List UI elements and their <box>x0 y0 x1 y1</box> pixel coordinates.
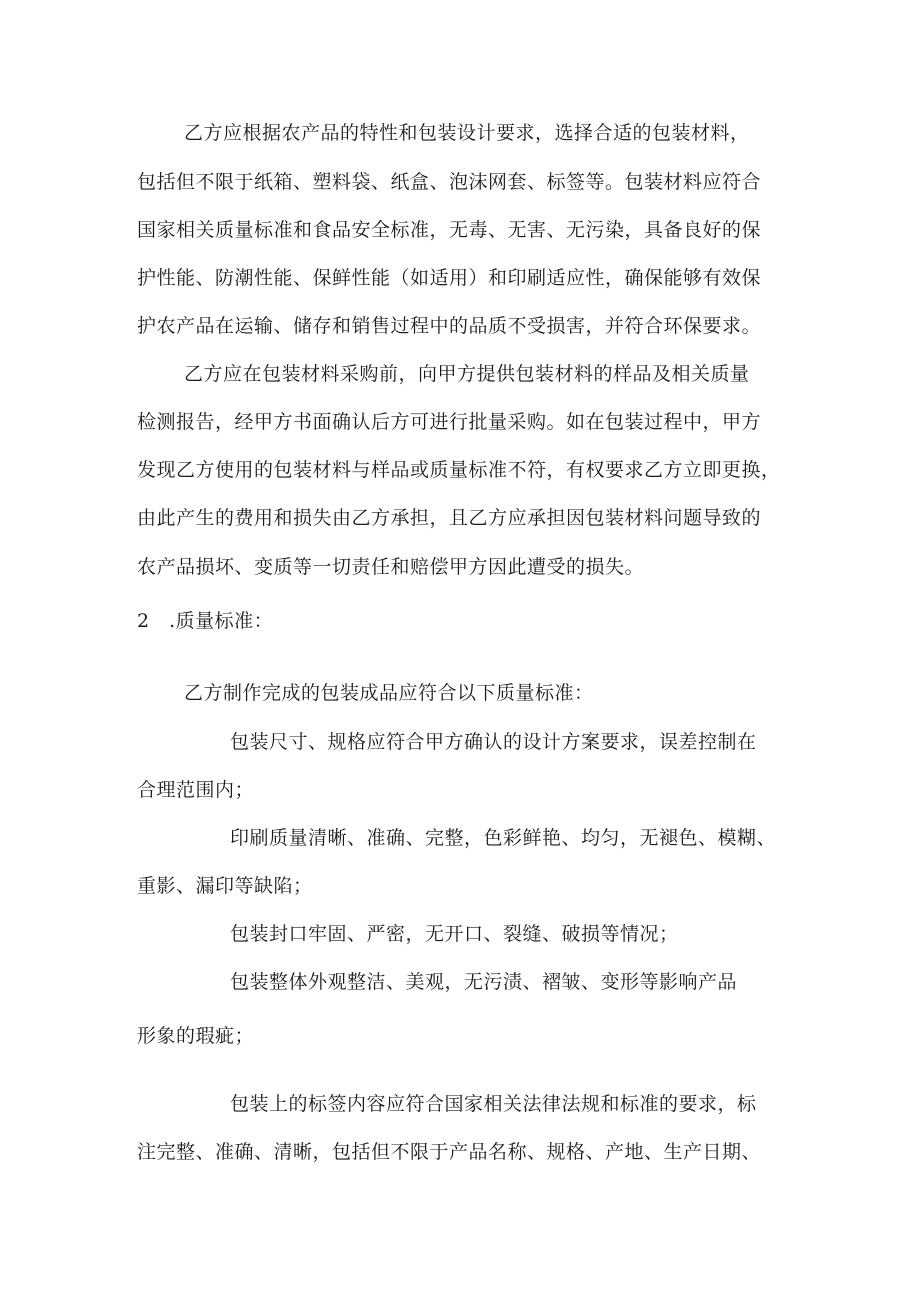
list-item-line: 包装上的标签内容应符合国家相关法律法规和标准的要求，标 <box>230 1093 757 1115</box>
list-item-line: 包装封口牢固、严密，无开口、裂缝、破损等情况； <box>230 923 679 945</box>
list-item-line: 形象的瑕疵； <box>137 1025 255 1047</box>
paragraph-line: 发现乙方使用的包装材料与样品或质量标准不符，有权要求乙方立即更换， <box>137 459 781 481</box>
list-item-line: 包装整体外观整洁、美观，无污渍、褶皱、变形等影响产品 <box>230 971 738 993</box>
paragraph-line: 护农产品在运输、储存和销售过程中的品质不受损害，并符合环保要求。 <box>137 315 762 337</box>
paragraph-line: 乙方应在包装材料采购前，向甲方提供包装材料的样品及相关质量 <box>184 363 750 385</box>
section-heading: 2 .质量标准： <box>137 610 274 632</box>
paragraph-line: 包括但不限于纸箱、塑料袋、纸盒、泡沫网套、标签等。包装材料应符合 <box>137 171 762 193</box>
list-item-line: 合理范围内； <box>137 779 255 801</box>
paragraph-line: 农产品损坏、变质等一切责任和赔偿甲方因此遭受的损失。 <box>137 556 645 578</box>
paragraph-line: 由此产生的费用和损失由乙方承担，且乙方应承担因包装材料问题导致的 <box>137 507 762 529</box>
list-item-line: 印刷质量清晰、准确、完整，色彩鲜艳、均匀，无褪色、模糊、 <box>230 827 777 849</box>
list-item-line: 重影、漏印等缺陷； <box>137 875 313 897</box>
paragraph-line: 乙方应根据农产品的特性和包装设计要求，选择合适的包装材料， <box>184 122 750 144</box>
list-item-line: 包装尺寸、规格应符合甲方确认的设计方案要求，误差控制在 <box>230 731 757 753</box>
paragraph-line: 乙方制作完成的包装成品应符合以下质量标准： <box>184 682 594 704</box>
list-item-line: 注完整、准确、清晰，包括但不限于产品名称、规格、产地、生产日期、 <box>137 1141 762 1163</box>
paragraph-line: 护性能、防潮性能、保鲜性能（如适用）和印刷适应性，确保能够有效保 <box>137 267 762 289</box>
paragraph-line: 国家相关质量标准和食品安全标准，无毒、无害、无污染，具备良好的保 <box>137 219 762 241</box>
paragraph-line: 检测报告，经甲方书面确认后方可进行批量采购。如在包装过程中，甲方 <box>137 411 762 433</box>
